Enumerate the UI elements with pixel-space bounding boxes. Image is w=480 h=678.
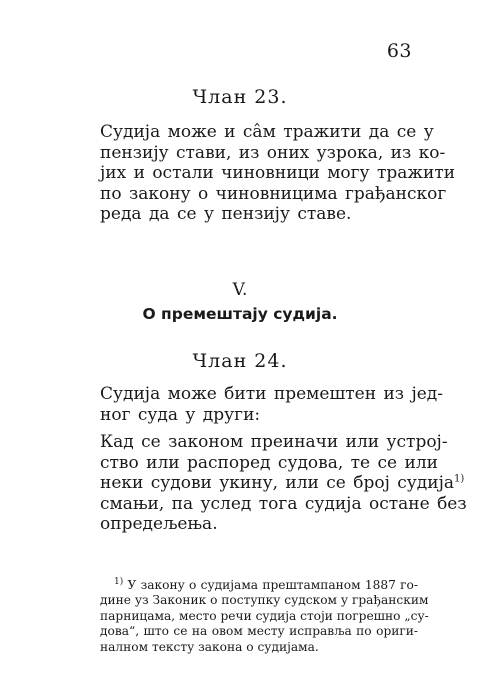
- footnote-reference: 1): [453, 473, 465, 485]
- footnote-line: парницама, место речи судија стоји погрешно „су-: [100, 608, 429, 623]
- text-line: реда да се у пензију ставе.: [100, 204, 352, 224]
- text-line: Кад се законом преиначи или устроj-: [100, 432, 448, 452]
- text-line: ство или распоред судова, те се или: [100, 452, 438, 473]
- article-23-heading: Члан 23.: [192, 86, 288, 108]
- text-line: смањи, па услед тога судија остане без: [100, 493, 467, 514]
- text-line: опредељења.: [100, 514, 218, 534]
- article-24-body: [100, 432, 467, 535]
- footnote: [100, 576, 429, 655]
- article-24-heading: Члан 24.: [192, 350, 288, 372]
- footnote-line: налном тексту закона о судијама.: [100, 639, 319, 654]
- footnote-line: дова“, што се на овом месту исправља по ориги-: [100, 624, 418, 639]
- section-number: V.: [232, 280, 248, 300]
- article-23-text: [100, 122, 456, 225]
- article-24-intro: [100, 384, 443, 425]
- text-line: по закону о чиновницима грађанског: [100, 183, 447, 204]
- text-line: пензију стави, из оних узрока, из ко-: [100, 142, 446, 163]
- text-line: ног суда у други:: [100, 404, 261, 425]
- footnote-marker: 1): [114, 576, 124, 587]
- text-line-part: неки судови укину, или се број судија: [100, 473, 454, 493]
- text-line: Судија може и сâм тражити да се у: [100, 122, 434, 142]
- text-line: Судија може бити премештен из јед-: [100, 384, 443, 404]
- text-line: јих и остали чиновници могу тражити: [100, 163, 456, 183]
- page-number: 63: [386, 40, 412, 62]
- section-title: О премештају судија.: [142, 305, 338, 323]
- footnote-line-text: У закону о судијама прештампаном 1887 го-: [127, 578, 419, 592]
- footnote-line: дине уз Законик о поступку судском у грађанским: [100, 593, 429, 608]
- text-line: [100, 473, 465, 494]
- footnote-line: [100, 578, 418, 593]
